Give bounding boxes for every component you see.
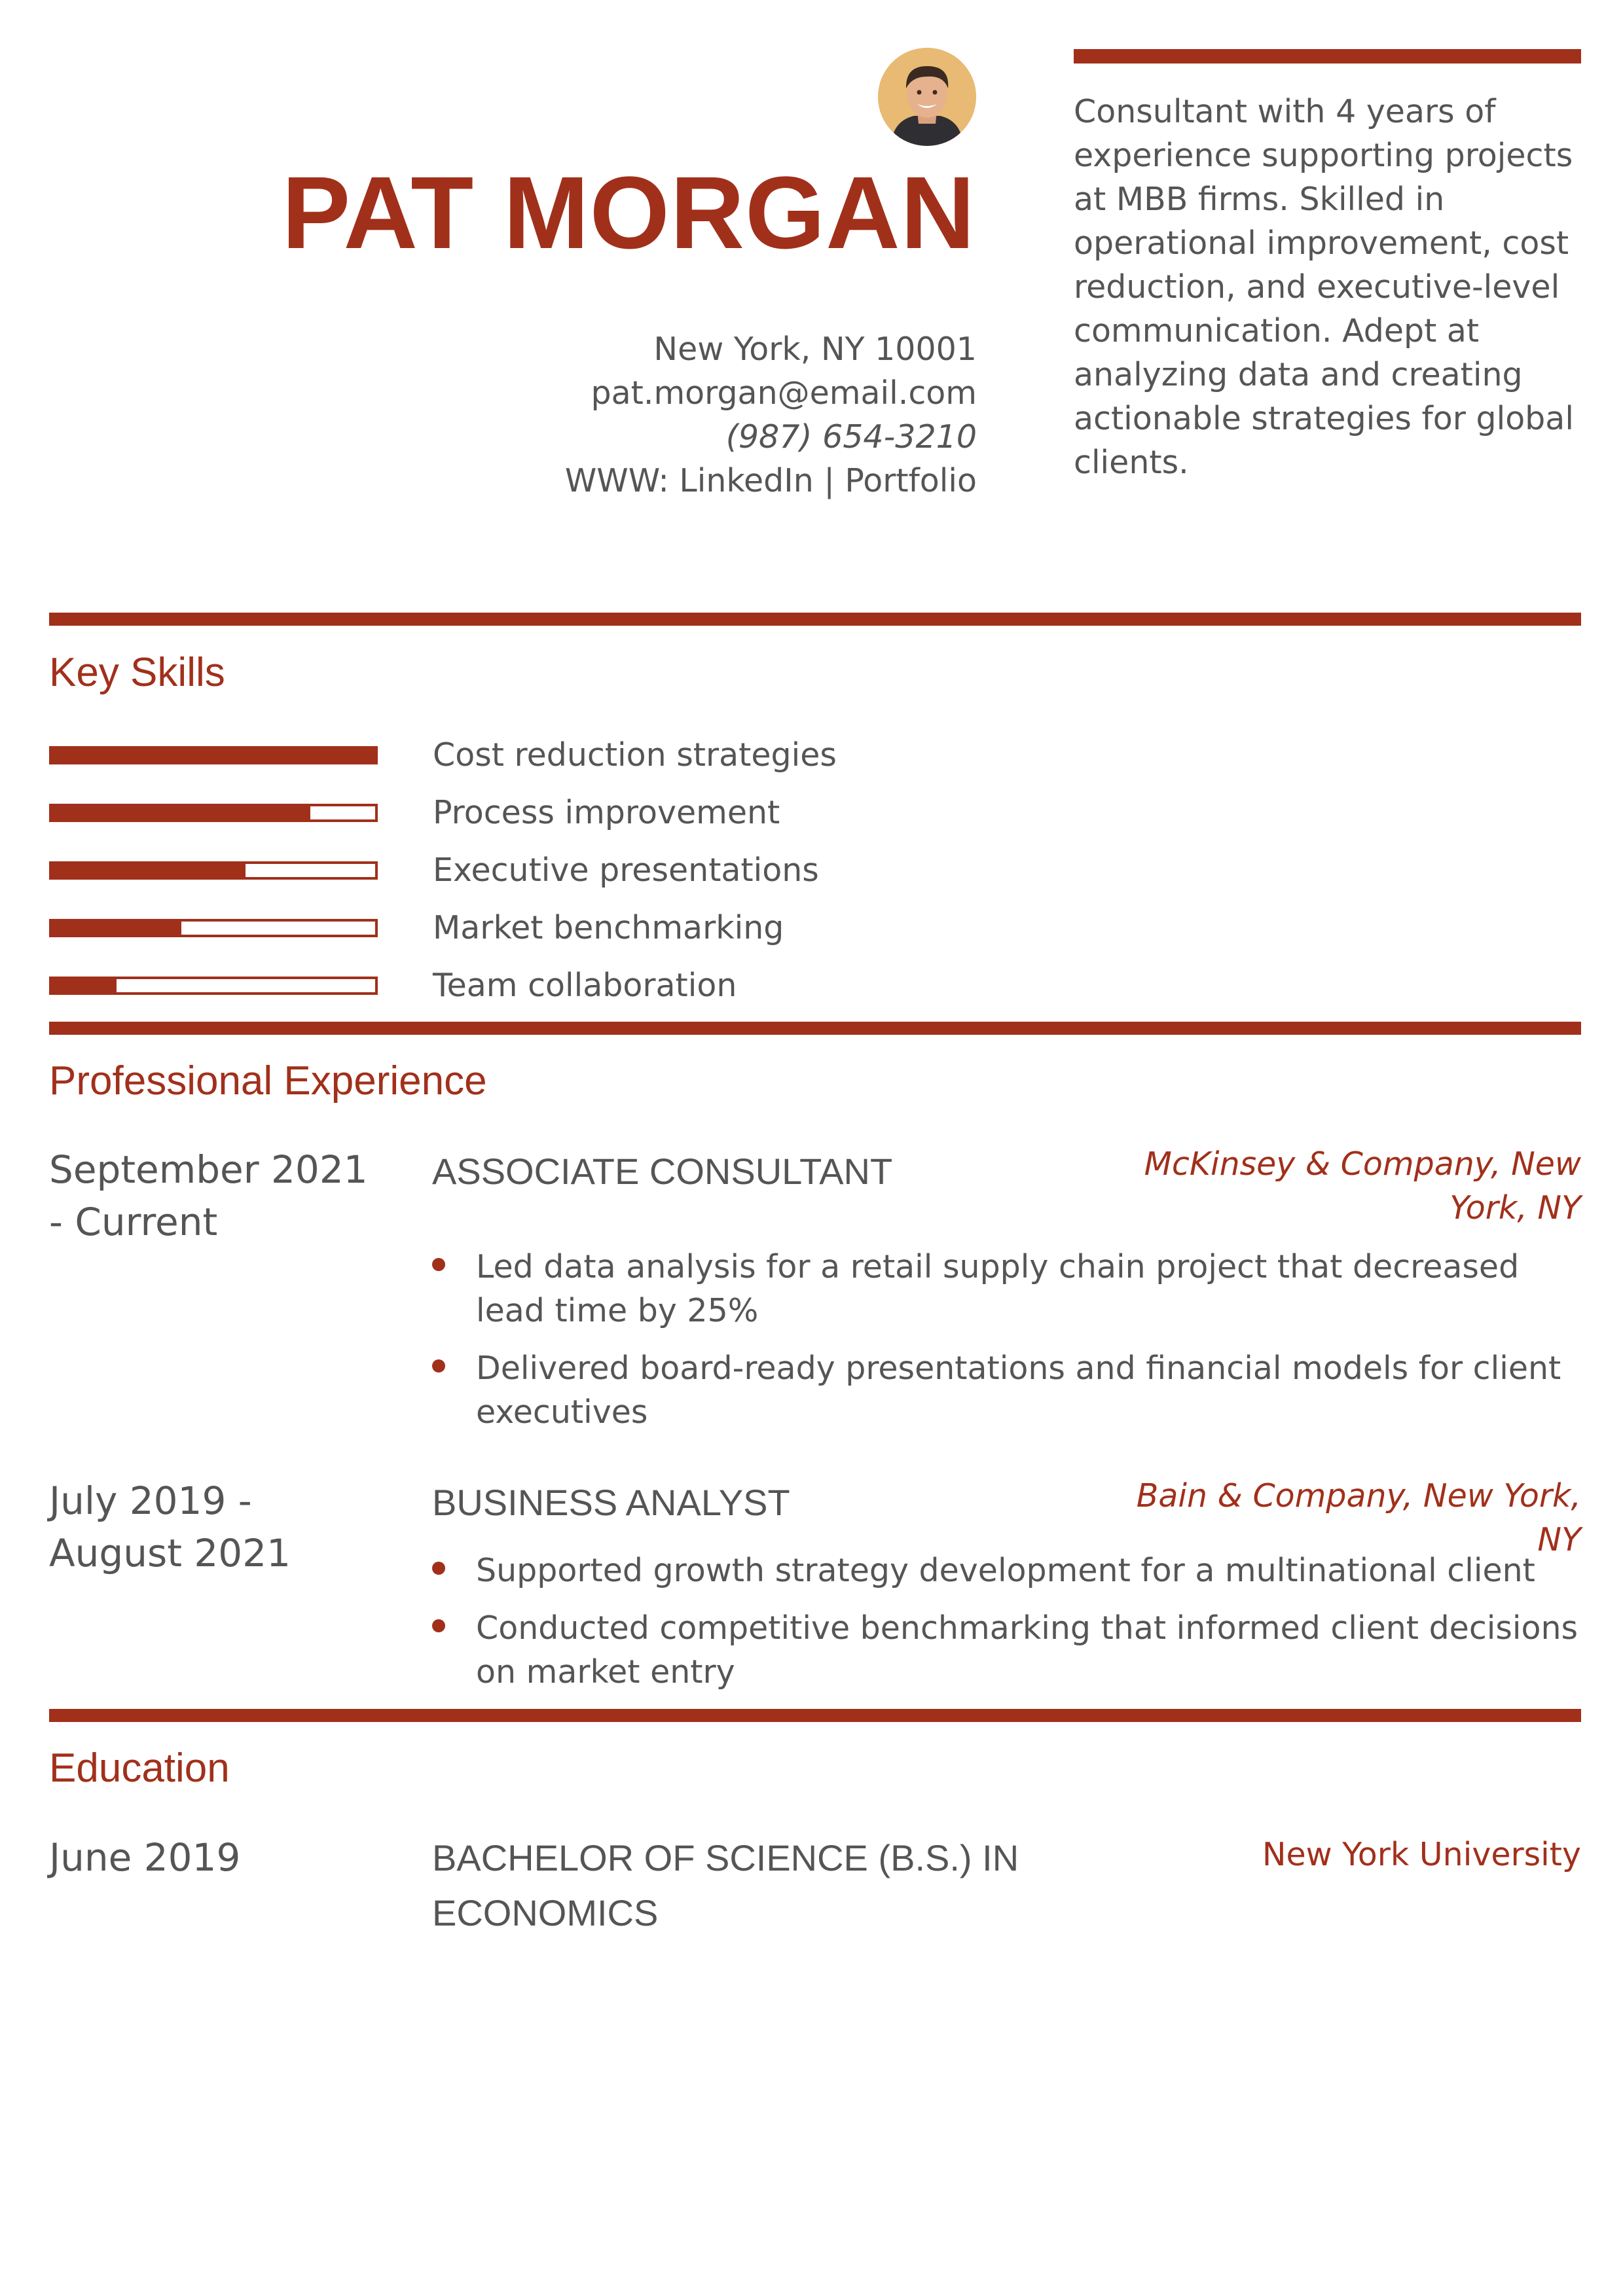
skill-label: Market benchmarking	[433, 909, 784, 946]
job-date: July 2019 - August 2021	[49, 1479, 291, 1575]
skill-item	[49, 903, 1031, 956]
skill-item	[49, 730, 1031, 783]
section-divider	[49, 1022, 1581, 1035]
job-title: BUSINESS ANALYST	[432, 1482, 790, 1523]
contact-block	[393, 327, 977, 503]
contact-web-links[interactable]: WWW: LinkedIn | Portfolio	[564, 462, 977, 499]
skill-level-fill	[52, 979, 117, 992]
skill-label: Cost reduction strategies	[433, 736, 837, 774]
list-item	[432, 1606, 1584, 1694]
section-title-experience: Professional Experience	[49, 1058, 487, 1103]
education-school: New York University	[1262, 1836, 1581, 1873]
job-bullets	[432, 1245, 1584, 1448]
section-title-skills: Key Skills	[49, 650, 225, 695]
skill-label: Executive presentations	[433, 852, 819, 889]
section-divider	[49, 613, 1581, 626]
bullet-text: Delivered board-ready presentations and financial models for client executives	[476, 1350, 1561, 1431]
skill-level-fill	[52, 864, 246, 877]
skill-item	[49, 846, 1031, 898]
skill-level-fill	[52, 749, 375, 762]
skill-level-bar	[49, 861, 378, 880]
skill-item	[49, 961, 1031, 1013]
skill-level-bar	[49, 804, 378, 822]
job-title: ASSOCIATE CONSULTANT	[432, 1151, 893, 1192]
bullet-text: Led data analysis for a retail supply chain project that decreased lead time by 25%	[476, 1248, 1520, 1329]
contact-location: New York, NY 10001	[653, 331, 977, 368]
contact-phone[interactable]: (987) 654-3210	[725, 418, 977, 456]
skill-level-bar	[49, 977, 378, 995]
job-date: September 2021 - Current	[49, 1147, 368, 1244]
skill-level-fill	[52, 806, 310, 819]
bullet-text: Supported growth strategy development for a multinational client	[476, 1552, 1535, 1589]
skill-level-bar	[49, 746, 378, 764]
list-item	[432, 1245, 1584, 1333]
candidate-name: PAT MORGAN	[282, 156, 976, 270]
education-degree: BACHELOR OF SCIENCE (B.S.) IN ECONOMICS	[432, 1837, 1019, 1933]
list-item	[432, 1549, 1584, 1592]
profile-summary: Consultant with 4 years of experience supporting projects at MBB firms. Skilled in operational improvement, cost reduction, and executive-level communication. Adept at analyzing data and creating actionable strategies for global clients.	[1074, 93, 1574, 481]
bullet-icon	[432, 1562, 445, 1575]
skill-label: Team collaboration	[433, 967, 737, 1004]
contact-email[interactable]: pat.morgan@email.com	[591, 374, 977, 412]
job-company: Bain & Company, New York, NY	[1136, 1477, 1581, 1558]
bullet-text: Conducted competitive benchmarking that informed client decisions on market entry	[476, 1609, 1578, 1691]
list-item	[432, 1346, 1584, 1434]
section-divider	[49, 1709, 1581, 1722]
profile-photo-icon	[878, 48, 976, 146]
summary-top-rule	[1074, 49, 1581, 63]
job-company: McKinsey & Company, New York, NY	[1144, 1145, 1581, 1227]
bullet-icon	[432, 1619, 445, 1632]
section-title-education: Education	[49, 1746, 230, 1791]
job-bullets	[432, 1549, 1584, 1708]
skill-level-fill	[52, 922, 181, 935]
skill-level-bar	[49, 919, 378, 937]
education-date: June 2019	[49, 1835, 241, 1880]
skill-label: Process improvement	[433, 794, 780, 831]
skill-item	[49, 788, 1031, 840]
avatar	[878, 48, 976, 146]
bullet-icon	[432, 1359, 445, 1372]
bullet-icon	[432, 1258, 445, 1271]
